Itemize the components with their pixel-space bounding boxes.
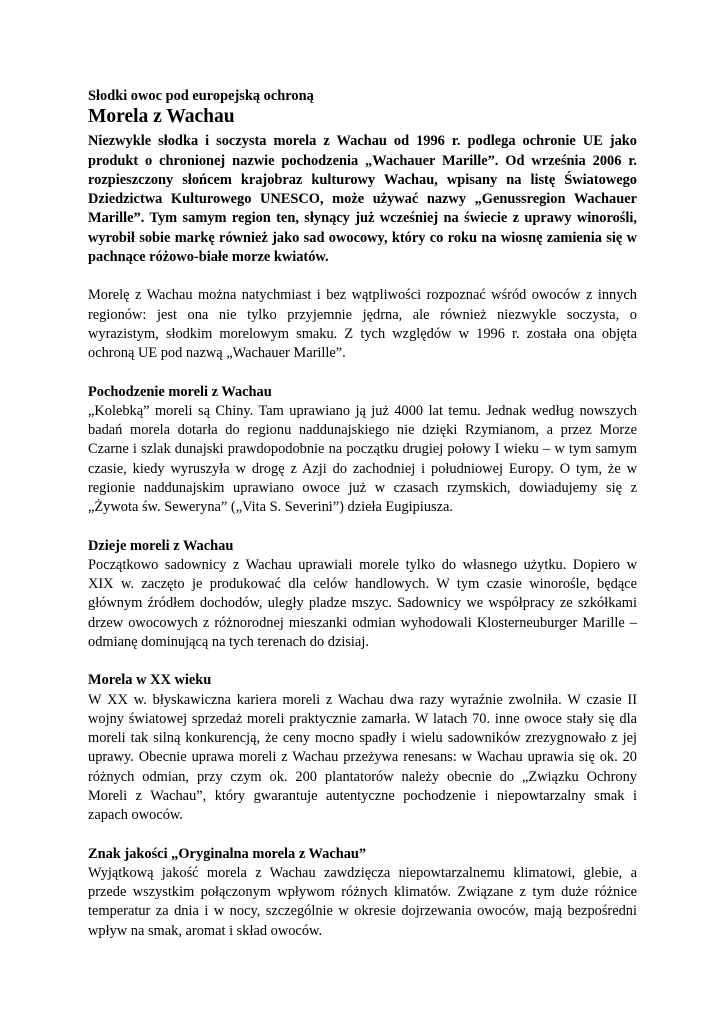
paragraph-line: rozpieszczony słońcem krajobraz kulturowy Wachau, wpisany na listę Światowego xyxy=(88,171,637,188)
paragraph-line: Wyjątkową jakość morela z Wachau zawdzięcza niepowtarzalnemu klimatowi, glebie, a xyxy=(88,864,637,881)
opening-paragraph xyxy=(88,286,637,363)
paragraph-line: produkt o chronionej nazwie pochodzenia „Wachauer Marille”. Od września 2006 r. xyxy=(88,152,637,169)
paragraph-line: Niezwykle słodka i soczysta morela z Wachau od 1996 r. podlega ochronie UE jako xyxy=(88,133,637,150)
paragraph-line: wyrobił sobie markę również jako sad owocowy, który co roku na wiosnę zamienia się w xyxy=(88,229,637,246)
paragraph-line: wojny światowej sprzedaż moreli praktycznie zamarła. W latach 70. inne owoce stały się dla xyxy=(88,710,637,727)
paragraph-line: wpływ na smak, aromat i skład owoców. xyxy=(88,922,323,939)
section-quality-mark xyxy=(88,845,637,941)
section-heading: Pochodzenie moreli z Wachau xyxy=(88,383,272,400)
paragraph-line: wyrazistym, słodkim morelowym smaku. Z tych względów w 1996 r. została ona objęta xyxy=(88,325,637,342)
paragraph-line: „Żywota św. Seweryna” („Vita S. Severini”) dzieła Eugipiusza. xyxy=(88,499,454,515)
section-20th-century xyxy=(88,671,637,825)
paragraph-line: uprawy. Obecnie uprawa moreli z Wachau przeżywa renesans: w Wachau uprawia się ok. 20 xyxy=(88,749,637,766)
paragraph-line: „Kolebką” moreli są Chiny. Tam uprawiano ją już 4000 lat temu. Jednak według nowszych xyxy=(88,402,637,419)
document-content xyxy=(88,87,637,941)
section-origin xyxy=(88,383,637,518)
paragraph-line: różnych odmian, przy czym ok. 200 plantatorów należy obecnie do „Związku Ochrony xyxy=(88,768,637,785)
section-heading: Morela w XX wieku xyxy=(88,672,212,689)
section-heading: Znak jakości „Oryginalna morela z Wachau” xyxy=(88,845,367,862)
document-title: Morela z Wachau xyxy=(88,106,235,128)
paragraph-line: regionie naddunajskim uprawiano owoce już w czasach rzymskich, dowiadujemy się z xyxy=(88,479,637,496)
paragraph-line: głównym źródłem dochodów, uległy pladze mszyc. Sadownicy we współpracy ze szkółkami xyxy=(88,595,637,612)
paragraph-line: W XX w. błyskawiczna kariera moreli z Wachau dwa razy wyraźnie zwolniła. W czasie II xyxy=(88,691,637,708)
paragraph-line: Moreli z Wachau”, który gwarantuje autentyczne pochodzenie i niepowtarzalny smak i xyxy=(88,787,637,804)
paragraph-line: regionów: jest ona nie tylko przyjemnie jędrna, ale również niezwykle soczysta, o xyxy=(88,306,637,323)
section-heading: Dzieje moreli z Wachau xyxy=(88,537,234,554)
lead-paragraph xyxy=(88,132,637,267)
paragraph-line: Marille”. Tym samym region ten, słynący już wcześniej na świecie z uprawy winorośli, xyxy=(88,210,637,227)
paragraph-line: badań morela dotarła do regionu naddunajskiego nie dzięki Rzymianom, a przez Morze xyxy=(88,422,637,438)
paragraph-line: ochroną UE pod nazwą „Wachauer Marille”. xyxy=(88,345,346,361)
document-kicker: Słodki owoc pod europejską ochroną xyxy=(88,88,314,104)
paragraph-line: drzew owocowych z różnorodnej mieszanki odmian wyhodowali Klosterneuburger Marille – xyxy=(88,614,637,631)
paragraph-line: zapach owoców. xyxy=(88,807,183,823)
section-history xyxy=(88,537,637,653)
paragraph-line: Czarne i szlak dunajski prawdopodobnie na początku drugiej połowy I wieku – w tym samym xyxy=(88,441,637,458)
paragraph-line: XIX w. zaczęto je produkować dla celów handlowych. W tym czasie winorośle, będące xyxy=(88,576,637,592)
paragraph-line: temperatur za dnia i w nocy, szczególnie w okresie dojrzewania owoców, mają bezpośredni xyxy=(88,903,637,920)
paragraph-line: Początkowo sadownicy z Wachau uprawiali morele tylko do własnego użytku. Dopiero w xyxy=(88,556,637,573)
paragraph-line: odmianę dominującą na tych terenach do dzisiaj. xyxy=(88,633,369,650)
paragraph-line: moreli tak silną konkurencją, że ceny mocno spadły i wielu sadowników zrezygnowało z jej xyxy=(88,730,637,746)
paragraph-line: przede wszystkim połączonym wpływom różnych klimatów. Związane z tym duże różnice xyxy=(88,884,637,900)
paragraph-line: Dziedzictwa Kulturowego UNESCO, może używać nazwy „Genussregion Wachauer xyxy=(88,191,637,207)
paragraph-line: pachnące różowo-białe morze kwiatów. xyxy=(88,248,329,265)
paragraph-line: czasie, kiedy wyruszyła w drogę z Azji do zachodniej i południowej Europy. O tym, że w xyxy=(88,460,637,477)
paragraph-line: Morelę z Wachau można natychmiast i bez wątpliwości rozpoznać wśród owoców z innych xyxy=(88,287,637,304)
